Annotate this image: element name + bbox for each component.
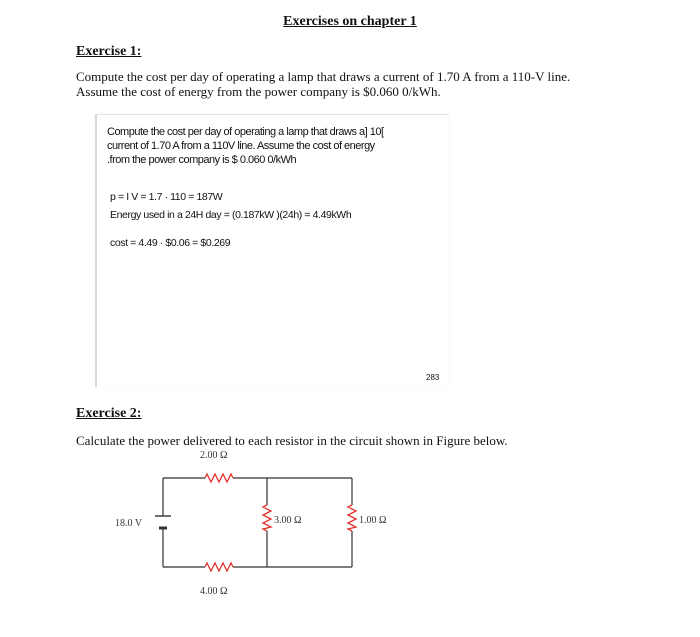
label-r-mid-right: 1.00 Ω xyxy=(359,515,387,526)
resistor-mid-right xyxy=(348,505,356,531)
solution-line-1: Compute the cost per day of operating a lamp that draws a] 10[ xyxy=(107,126,384,138)
exercise-1-line-2: Assume the cost of energy from the power company is $0.060 0/kWh. xyxy=(76,84,441,99)
exercise-1-heading: Exercise 1: xyxy=(76,44,142,59)
solution-line-2: current of 1.70 A from a 110V line. Assume the cost of energy xyxy=(107,140,375,152)
resistor-bottom xyxy=(205,563,233,571)
resistor-mid-left xyxy=(263,505,271,531)
label-r-top: 2.00 Ω xyxy=(200,450,228,461)
page-number: 283 xyxy=(426,373,440,382)
solution-line-3: .from the power company is $ 0.060 0/kWh xyxy=(107,154,297,166)
exercise-2-text: Calculate the power delivered to each resistor in the circuit shown in Figure below. xyxy=(76,433,508,448)
exercise-2-heading: Exercise 2: xyxy=(76,406,142,421)
label-r-mid-left: 3.00 Ω xyxy=(274,515,302,526)
label-battery: 18.0 V xyxy=(115,518,143,529)
cost-equation: cost = 4.49 · $0.06 = $0.269 xyxy=(110,237,231,249)
page-title: Exercises on chapter 1 xyxy=(283,14,417,29)
resistor-top xyxy=(205,474,233,482)
battery-symbol xyxy=(155,516,171,528)
energy-equation: Energy used in a 24H day = (0.187kW )(24h) = 4.49kWh xyxy=(110,209,352,221)
exercise-1-line-1: Compute the cost per day of operating a lamp that draws a current of 1.70 A from a 110-V line. xyxy=(76,69,571,84)
power-equation: p = I V = 1.7 · 110 = 187W xyxy=(110,191,223,203)
label-r-bottom: 4.00 Ω xyxy=(200,586,228,597)
